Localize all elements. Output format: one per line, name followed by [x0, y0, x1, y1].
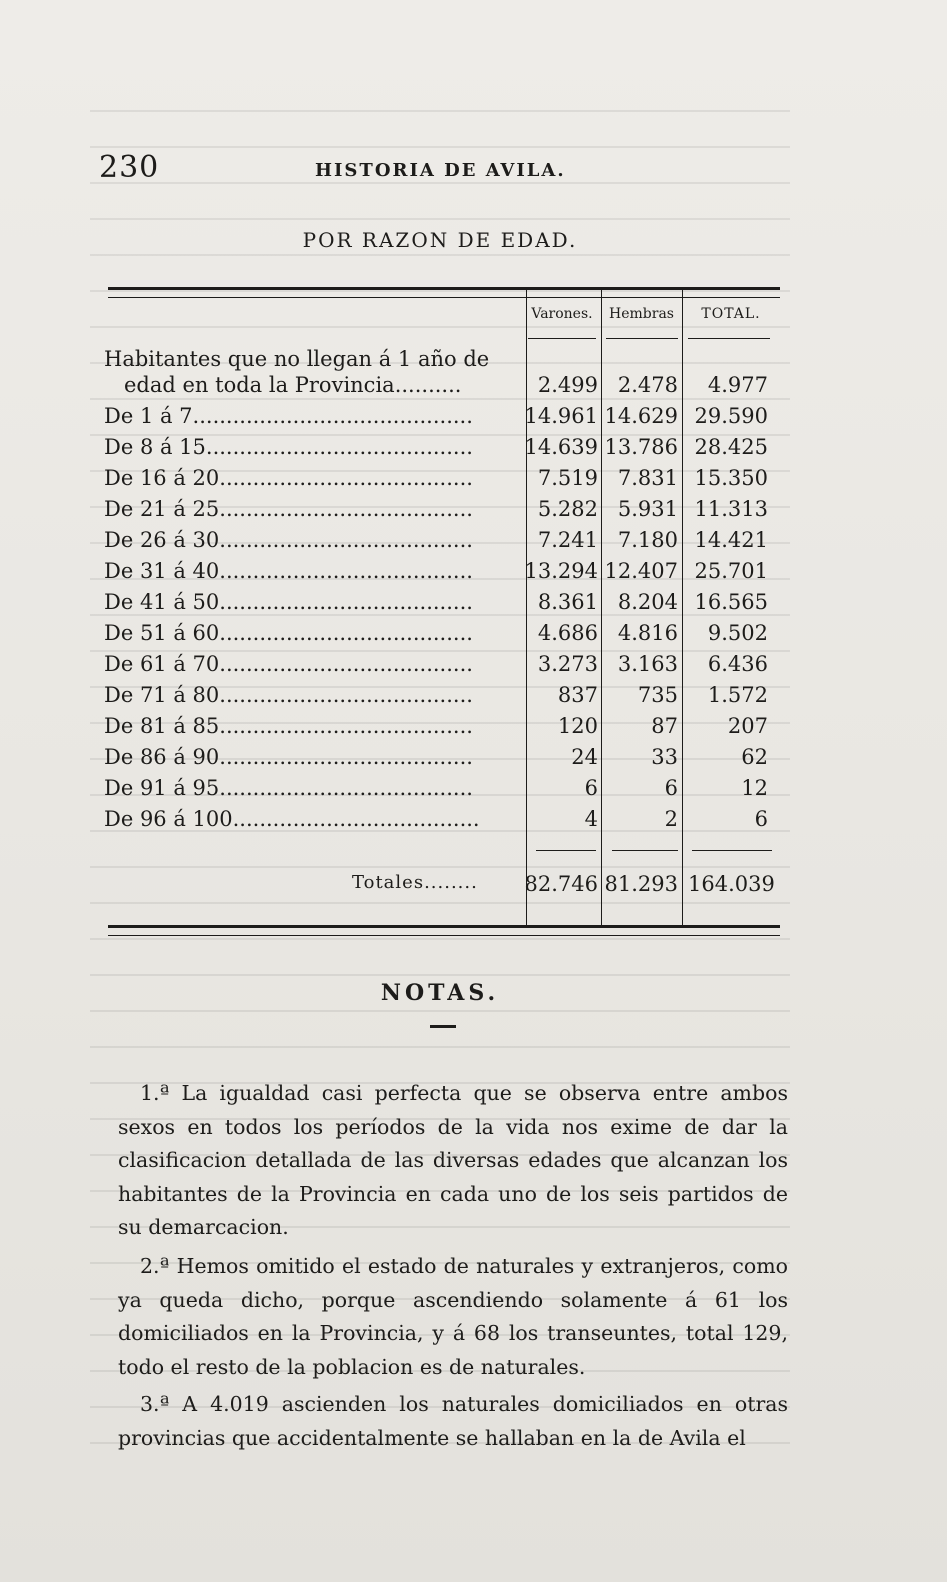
- cell-varones: 6: [584, 776, 598, 800]
- table-row: [100, 807, 780, 837]
- cell-varones: 2.499: [537, 373, 598, 397]
- running-title: HISTORIA DE AVILA.: [315, 160, 566, 181]
- cell-total: 62: [741, 745, 768, 769]
- row-label: De 16 á 20......................................: [104, 466, 473, 490]
- cell-hembras: 2.478: [617, 373, 678, 397]
- cell-varones: 837: [557, 683, 598, 707]
- table-row: [100, 745, 780, 775]
- table-row: [100, 621, 780, 651]
- note-2: [118, 1250, 788, 1384]
- table-row: [100, 466, 780, 496]
- cell-hembras: 5.931: [617, 497, 678, 521]
- cell-hembras: 12.407: [604, 559, 678, 583]
- row-label: De 26 á 30......................................: [104, 528, 473, 552]
- cell-hembras: 3.163: [617, 652, 678, 676]
- note-text: Hemos omitido el estado de naturales y extranjeros, como ya queda dicho, porque ascendiendo solamente á 61 los domiciliados en la Provincia, y á 68 los transeuntes, total 129, todo el resto de la poblacion es de naturales.: [118, 1254, 788, 1379]
- cell-total: 28.425: [694, 435, 768, 459]
- note-number: 2.ª: [140, 1254, 170, 1278]
- sum-rule: [612, 850, 678, 851]
- row-label-line: Habitantes que no llegan á 1 año de: [104, 347, 490, 371]
- cell-hembras: 7.180: [617, 528, 678, 552]
- totals-row: [100, 872, 780, 902]
- table-row: [100, 559, 780, 589]
- total-hembras: 81.293: [604, 872, 678, 896]
- cell-varones: 14.639: [524, 435, 598, 459]
- cell-total: 29.590: [694, 404, 768, 428]
- col-header-underline: [688, 338, 770, 339]
- cell-total: 6.436: [707, 652, 768, 676]
- row-label: De 1 á 7..........................................: [104, 404, 473, 428]
- table-row: [100, 528, 780, 558]
- table-row: [100, 590, 780, 620]
- section-title: POR RAZON DE EDAD.: [302, 228, 578, 252]
- row-label: De 51 á 60......................................: [104, 621, 473, 645]
- col-header-varones: Varones.: [531, 306, 593, 322]
- row-label: De 21 á 25......................................: [104, 497, 473, 521]
- cell-total: 4.977: [707, 373, 768, 397]
- row-label: De 91 á 95......................................: [104, 776, 473, 800]
- table-row: [100, 714, 780, 744]
- cell-varones: 7.519: [537, 466, 598, 490]
- note-text: La igualdad casi perfecta que se observa entre ambos sexos en todos los períodos de la vida nos exime de dar la clasificacion detallada de las diversas edades que alcanzan los habitantes de la Provincia en cada uno de los seis partidos de su demarcacion.: [118, 1081, 788, 1239]
- cell-total: 14.421: [694, 528, 768, 552]
- cell-varones: 8.361: [537, 590, 598, 614]
- col-header-underline: [528, 338, 596, 339]
- cell-hembras: 6: [664, 776, 678, 800]
- cell-hembras: 735: [637, 683, 678, 707]
- row-label: De 86 á 90......................................: [104, 745, 473, 769]
- table-row: [100, 497, 780, 527]
- row-label: De 96 á 100.....................................: [104, 807, 480, 831]
- totals-label: Totales........: [352, 872, 478, 893]
- row-label: De 61 á 70......................................: [104, 652, 473, 676]
- row-label: De 41 á 50......................................: [104, 590, 473, 614]
- table-row: [100, 776, 780, 806]
- sum-rule: [536, 850, 596, 851]
- cell-total: 12: [741, 776, 768, 800]
- row-label: De 71 á 80......................................: [104, 683, 473, 707]
- table-row: [100, 373, 780, 403]
- cell-total: 16.565: [694, 590, 768, 614]
- cell-hembras: 7.831: [617, 466, 678, 490]
- note-text: A 4.019 ascienden los naturales domiciliados en otras provincias que accidentalmente se hallaban en la de Avila el: [118, 1392, 788, 1450]
- cell-hembras: 8.204: [617, 590, 678, 614]
- cell-total: 9.502: [707, 621, 768, 645]
- cell-hembras: 4.816: [617, 621, 678, 645]
- table-row: [100, 683, 780, 713]
- table-bottom-rule: [108, 925, 780, 936]
- cell-varones: 14.961: [524, 404, 598, 428]
- cell-total: 11.313: [694, 497, 768, 521]
- notas-title: NOTAS.: [380, 980, 500, 1006]
- cell-total: 1.572: [707, 683, 768, 707]
- sum-rule: [692, 850, 772, 851]
- cell-varones: 5.282: [537, 497, 598, 521]
- row-label: edad en toda la Provincia..........: [124, 373, 462, 397]
- table-row: [100, 652, 780, 682]
- cell-varones: 7.241: [537, 528, 598, 552]
- total-total: 164.039: [688, 872, 775, 896]
- row-label: De 8 á 15........................................: [104, 435, 473, 459]
- cell-total: 15.350: [694, 466, 768, 490]
- cell-total: 207: [727, 714, 768, 738]
- note-number: 3.ª: [140, 1392, 170, 1416]
- table-row: [100, 404, 780, 434]
- col-header-hembras: Hembras: [609, 306, 674, 322]
- table-row: [100, 435, 780, 465]
- page-number: 230: [99, 150, 160, 185]
- cell-varones: 24: [571, 745, 598, 769]
- row-label: De 81 á 85......................................: [104, 714, 473, 738]
- cell-hembras: 14.629: [604, 404, 678, 428]
- cell-hembras: 33: [651, 745, 678, 769]
- note-3: [118, 1388, 788, 1455]
- cell-hembras: 2: [664, 807, 678, 831]
- note-1: [118, 1077, 788, 1245]
- cell-hembras: 87: [651, 714, 678, 738]
- row-label: De 31 á 40......................................: [104, 559, 473, 583]
- table-top-rule: [108, 287, 780, 298]
- total-varones: 82.746: [524, 872, 598, 896]
- col-header-total: TOTAL.: [701, 306, 761, 322]
- cell-total: 6: [754, 807, 768, 831]
- note-number: 1.ª: [140, 1081, 170, 1105]
- cell-hembras: 13.786: [604, 435, 678, 459]
- cell-varones: 4: [584, 807, 598, 831]
- cell-varones: 3.273: [537, 652, 598, 676]
- cell-varones: 13.294: [524, 559, 598, 583]
- notas-dash: [430, 1025, 456, 1028]
- cell-varones: 120: [557, 714, 598, 738]
- cell-total: 25.701: [694, 559, 768, 583]
- col-header-underline: [606, 338, 678, 339]
- cell-varones: 4.686: [537, 621, 598, 645]
- page-header: [95, 150, 785, 190]
